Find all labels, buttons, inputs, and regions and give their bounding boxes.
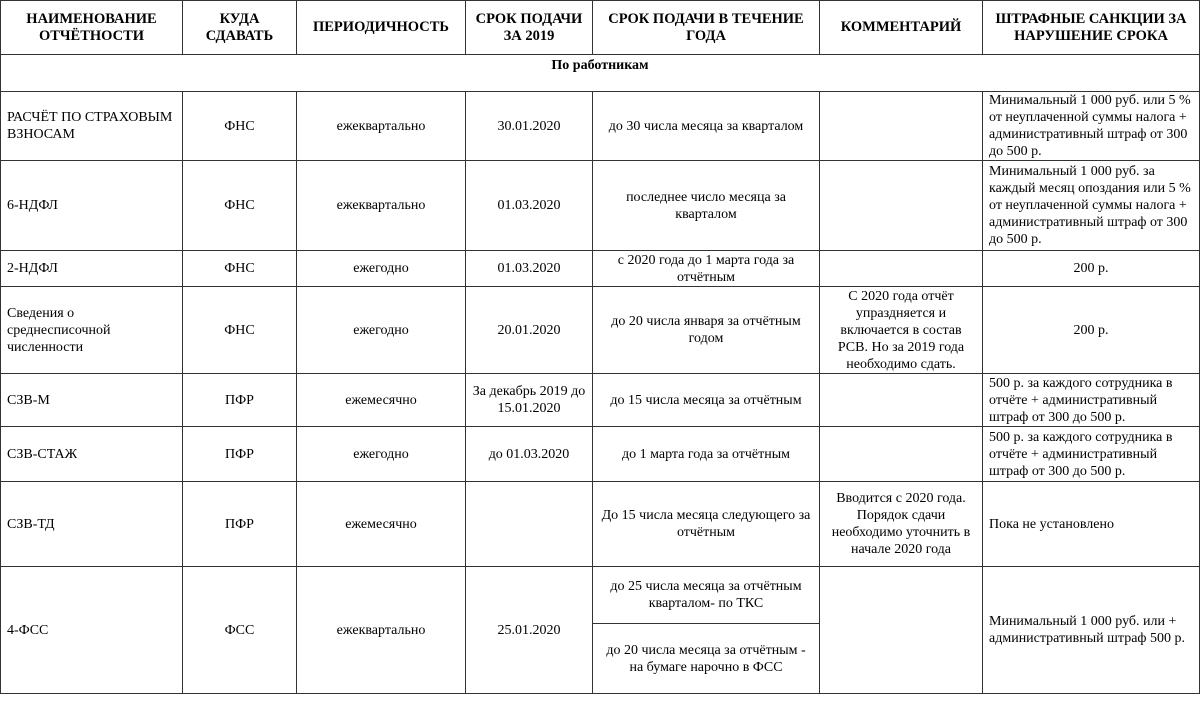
deadline-year-paper-cell: до 20 числа месяца за отчётным - на бумаге нарочно в ФСС bbox=[593, 624, 820, 694]
header-row bbox=[1, 1, 1200, 55]
where-cell: ПФР bbox=[183, 374, 297, 427]
period-cell: ежемесячно bbox=[297, 374, 466, 427]
header-deadline-2019: СРОК ПОДАЧИ ЗА 2019 bbox=[466, 1, 593, 55]
where-cell: ФНС bbox=[183, 161, 297, 251]
where-cell: ФНС bbox=[183, 92, 297, 161]
deadline-year-cell: до 30 числа месяца за кварталом bbox=[593, 92, 820, 161]
deadline-year-cell: до 20 числа января за отчётным годом bbox=[593, 287, 820, 374]
deadline-2019-cell: За декабрь 2019 до 15.01.2020 bbox=[466, 374, 593, 427]
penalty-cell: Минимальный 1 000 руб. или 5 % от неуплаченной суммы налога + административный штраф от 300 до 500 р. bbox=[983, 92, 1200, 161]
report-name: Сведения о среднесписочной численности bbox=[1, 287, 183, 374]
where-cell: ФНС bbox=[183, 287, 297, 374]
comment-cell bbox=[820, 567, 983, 694]
section-row bbox=[1, 55, 1200, 92]
comment-cell bbox=[820, 427, 983, 482]
table-row bbox=[1, 287, 1200, 374]
period-cell: ежегодно bbox=[297, 427, 466, 482]
header-comment: КОММЕНТАРИЙ bbox=[820, 1, 983, 55]
comment-cell bbox=[820, 374, 983, 427]
penalty-cell: 200 р. bbox=[983, 287, 1200, 374]
report-name: СЗВ-СТАЖ bbox=[1, 427, 183, 482]
header-report-name: НАИМЕНОВАНИЕ ОТЧЁТНОСТИ bbox=[1, 1, 183, 55]
deadline-year-cell: до 15 числа месяца за отчётным bbox=[593, 374, 820, 427]
penalty-cell: Минимальный 1 000 руб. или + административный штраф 500 р. bbox=[983, 567, 1200, 694]
deadline-2019-cell bbox=[466, 482, 593, 567]
comment-cell: Вводится с 2020 года. Порядок сдачи необходимо уточнить в начале 2020 года bbox=[820, 482, 983, 567]
period-cell: ежегодно bbox=[297, 287, 466, 374]
penalty-cell: Минимальный 1 000 руб. за каждый месяц опоздания или 5 % от неуплаченной суммы налога + административный штраф от 300 до 500 р. bbox=[983, 161, 1200, 251]
header-period: ПЕРИОДИЧНОСТЬ bbox=[297, 1, 466, 55]
penalty-cell: 500 р. за каждого сотрудника в отчёте + административный штраф от 300 до 500 р. bbox=[983, 427, 1200, 482]
comment-cell bbox=[820, 92, 983, 161]
penalty-cell: 200 р. bbox=[983, 251, 1200, 287]
comment-cell bbox=[820, 161, 983, 251]
report-name: 4-ФСС bbox=[1, 567, 183, 694]
report-name: СЗВ-ТД bbox=[1, 482, 183, 567]
period-cell: ежегодно bbox=[297, 251, 466, 287]
penalty-cell: 500 р. за каждого сотрудника в отчёте + административный штраф от 300 до 500 р. bbox=[983, 374, 1200, 427]
penalty-cell: Пока не установлено bbox=[983, 482, 1200, 567]
report-name: РАСЧЁТ ПО СТРАХОВЫМ ВЗНОСАМ bbox=[1, 92, 183, 161]
deadline-year-cell: до 1 марта года за отчётным bbox=[593, 427, 820, 482]
report-name: 6-НДФЛ bbox=[1, 161, 183, 251]
deadline-year-cell: с 2020 года до 1 марта года за отчётным bbox=[593, 251, 820, 287]
where-cell: ПФР bbox=[183, 482, 297, 567]
table-row bbox=[1, 251, 1200, 287]
table-row bbox=[1, 161, 1200, 251]
report-name: СЗВ-М bbox=[1, 374, 183, 427]
comment-cell: С 2020 года отчёт упраздняется и включается в состав РСВ. Но за 2019 года необходимо сдать. bbox=[820, 287, 983, 374]
header-deadline-year: СРОК ПОДАЧИ В ТЕЧЕНИЕ ГОДА bbox=[593, 1, 820, 55]
period-cell: ежеквартально bbox=[297, 161, 466, 251]
period-cell: ежеквартально bbox=[297, 92, 466, 161]
where-cell: ФСС bbox=[183, 567, 297, 694]
table-row bbox=[1, 482, 1200, 567]
where-cell: ПФР bbox=[183, 427, 297, 482]
report-name: 2-НДФЛ bbox=[1, 251, 183, 287]
section-title: По работникам bbox=[1, 55, 1200, 92]
table-row bbox=[1, 567, 1200, 624]
header-where: КУДА СДАВАТЬ bbox=[183, 1, 297, 55]
table-row bbox=[1, 374, 1200, 427]
period-cell: ежеквартально bbox=[297, 567, 466, 694]
comment-cell bbox=[820, 251, 983, 287]
deadline-2019-cell: 01.03.2020 bbox=[466, 251, 593, 287]
deadline-2019-cell: 20.01.2020 bbox=[466, 287, 593, 374]
deadline-2019-cell: 25.01.2020 bbox=[466, 567, 593, 694]
deadline-2019-cell: 30.01.2020 bbox=[466, 92, 593, 161]
deadline-year-cell: до 25 числа месяца за отчётным кварталом- по ТКС bbox=[593, 567, 820, 624]
deadline-year-cell: До 15 числа месяца следующего за отчётным bbox=[593, 482, 820, 567]
table-row bbox=[1, 92, 1200, 161]
deadline-2019-cell: 01.03.2020 bbox=[466, 161, 593, 251]
table-row bbox=[1, 427, 1200, 482]
header-penalty: ШТРАФНЫЕ САНКЦИИ ЗА НАРУШЕНИЕ СРОКА bbox=[983, 1, 1200, 55]
period-cell: ежемесячно bbox=[297, 482, 466, 567]
deadline-year-cell: последнее число месяца за кварталом bbox=[593, 161, 820, 251]
where-cell: ФНС bbox=[183, 251, 297, 287]
deadline-2019-cell: до 01.03.2020 bbox=[466, 427, 593, 482]
